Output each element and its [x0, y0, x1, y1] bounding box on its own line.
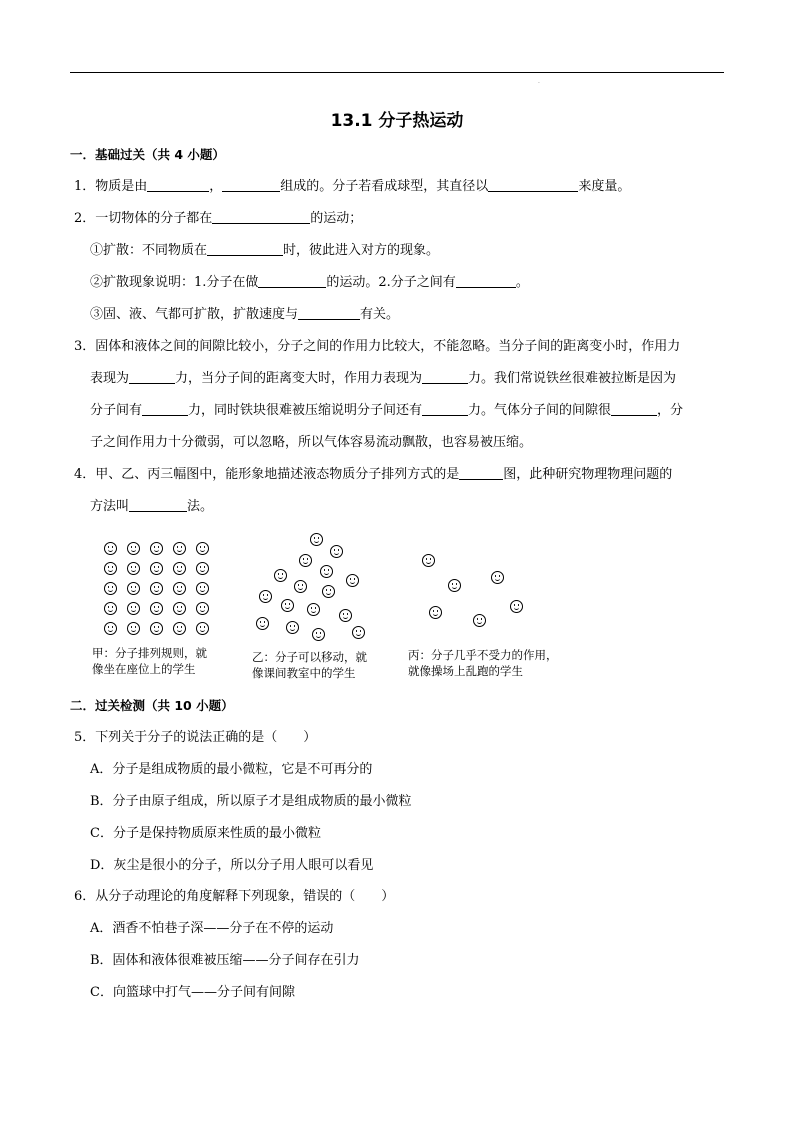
page-title: 13.1 分子热运动 — [330, 111, 464, 131]
molecule-face-icon — [256, 617, 269, 630]
header-mark: · — [538, 80, 540, 87]
molecule-face-icon — [196, 602, 209, 615]
question-4-line-1: 4．甲、乙、丙三幅图中，能形象地描述液态物质分子排列方式的是 图，此种研究物理物理问题的 — [74, 467, 673, 482]
molecule-face-icon — [322, 585, 335, 598]
molecule-face-icon — [491, 571, 504, 584]
answer-blank — [456, 274, 516, 288]
question-3-line-2: 表现为 力，当分子间的距离变大时，作用力表现为 力。我们常说铁丝很难被拉断是因为 — [90, 371, 677, 386]
molecule-face-icon — [422, 554, 435, 567]
answer-blank — [258, 274, 326, 288]
molecule-face-icon — [104, 602, 117, 615]
molecule-face-icon — [150, 582, 163, 595]
question-2-item-1: ①扩散：不同物质在 时，彼此进入对方的现象。 — [90, 243, 440, 258]
molecule-face-icon — [173, 542, 186, 555]
molecule-face-icon — [281, 599, 294, 612]
molecule-face-icon — [150, 622, 163, 635]
section-heading-1: 一．基础过关（共 4 小题） — [70, 147, 225, 162]
molecule-face-icon — [259, 590, 272, 603]
molecule-face-icon — [104, 562, 117, 575]
molecule-face-icon — [196, 562, 209, 575]
question-5-option-a: A．分子是组成物质的最小微粒，它是不可再分的 — [90, 762, 373, 777]
answer-blank — [459, 466, 503, 480]
molecule-face-icon — [339, 609, 352, 622]
answer-blank — [298, 306, 360, 320]
molecule-face-icon — [127, 582, 140, 595]
molecule-face-icon — [294, 580, 307, 593]
molecule-face-icon — [150, 602, 163, 615]
question-3-line-3: 分子间有 力，同时铁块很难被压缩说明分子间还有 力。气体分子间的间隙很 ，分 — [90, 403, 684, 418]
caption-bing: 丙：分子几乎不受力的作用， 就像操场上乱跑的学生 — [408, 648, 558, 678]
answer-blank — [207, 242, 283, 256]
question-2-item-3: ③固、液、气都可扩散，扩散速度与 有关。 — [90, 307, 400, 322]
question-6-option-b: B．固体和液体很难被压缩——分子间存在引力 — [90, 953, 360, 968]
molecule-face-icon — [104, 582, 117, 595]
molecule-face-icon — [196, 622, 209, 635]
molecule-face-icon — [473, 614, 486, 627]
molecule-face-icon — [196, 542, 209, 555]
question-2-item-2: ②扩散现象说明：1.分子在做 的运动。2.分子之间有 。 — [90, 275, 529, 290]
answer-blank — [142, 402, 188, 416]
question-1: 1．物质是由 ， 组成的。分子若看成球型，其直径以 来度量。 — [74, 179, 631, 194]
molecule-face-icon — [127, 562, 140, 575]
answer-blank — [212, 210, 310, 224]
molecule-face-icon — [127, 602, 140, 615]
molecule-face-icon — [173, 562, 186, 575]
answer-blank — [611, 402, 657, 416]
answer-blank — [147, 178, 209, 192]
molecule-face-icon — [510, 600, 523, 613]
question-5-option-b: B．分子由原子组成，所以原子才是组成物质的最小微粒 — [90, 794, 412, 809]
molecule-face-icon — [127, 542, 140, 555]
answer-blank — [422, 370, 468, 384]
question-5-stem: 5．下列关于分子的说法正确的是（ ） — [74, 730, 317, 745]
answer-blank — [422, 402, 468, 416]
answer-blank — [222, 178, 280, 192]
question-5-option-d: D．灰尘是很小的分子，所以分子用人眼可以看见 — [90, 858, 374, 873]
question-6-option-c: C．向篮球中打气——分子间有间隙 — [90, 985, 295, 1000]
molecule-face-icon — [173, 602, 186, 615]
molecule-face-icon — [310, 533, 323, 546]
answer-blank — [129, 498, 187, 512]
molecule-face-icon — [104, 622, 117, 635]
molecule-face-icon — [448, 579, 461, 592]
molecule-face-icon — [352, 626, 365, 639]
molecule-face-icon — [286, 621, 299, 634]
question-4-line-2: 方法叫 法。 — [90, 499, 214, 514]
molecule-face-icon — [173, 622, 186, 635]
caption-yi: 乙：分子可以移动，就 像课间教室中的学生 — [252, 650, 367, 680]
answer-blank — [488, 178, 578, 192]
molecule-face-icon — [346, 574, 359, 587]
molecule-face-icon — [127, 622, 140, 635]
molecule-face-icon — [307, 603, 320, 616]
molecule-face-icon — [274, 569, 287, 582]
molecule-face-icon — [150, 562, 163, 575]
molecule-face-icon — [173, 582, 186, 595]
caption-jia: 甲：分子排列规则，就 像坐在座位上的学生 — [92, 646, 207, 676]
answer-blank — [129, 370, 175, 384]
question-6-option-a: A．酒香不怕巷子深——分子在不停的运动 — [90, 921, 334, 936]
molecule-face-icon — [429, 606, 442, 619]
question-5-option-c: C．分子是保持物质原来性质的最小微粒 — [90, 826, 321, 841]
molecule-face-icon — [330, 545, 343, 558]
molecule-face-icon — [196, 582, 209, 595]
section-heading-2: 二．过关检测（共 10 小题） — [70, 698, 234, 713]
question-2: 2．一切物体的分子都在 的运动； — [74, 211, 363, 226]
question-3-line-4: 子之间作用力十分微弱，可以忽略，所以气体容易流动飘散，也容易被压缩。 — [90, 435, 533, 450]
molecule-face-icon — [150, 542, 163, 555]
question-3-line-1: 3．固体和液体之间的间隙比较小，分子之间的作用力比较大，不能忽略。当分子间的距离变小时，作用力 — [74, 339, 681, 354]
molecule-face-icon — [320, 565, 333, 578]
molecule-face-icon — [299, 554, 312, 567]
molecule-face-icon — [104, 542, 117, 555]
question-6-stem: 6．从分子动理论的角度解释下列现象，错误的（ ） — [74, 889, 395, 904]
header-rule — [70, 72, 724, 73]
molecule-face-icon — [312, 628, 325, 641]
